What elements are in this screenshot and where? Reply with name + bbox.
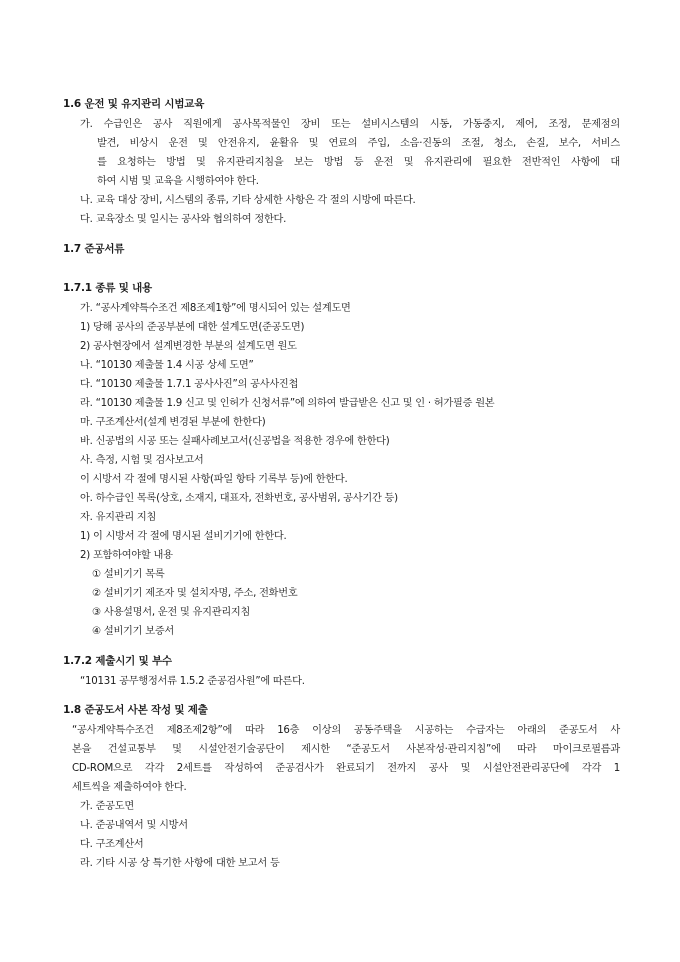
s16-ga-line-1: 가. 수급인은 공사 직원에게 공사목적물인 장비 또는 설비시스템의 시동, 가동중지, 제어, 조정, 문제점의 <box>80 119 620 130</box>
s171-ba: 바. 신공법의 시공 또는 실패사례보고서(신공법을 적용한 경우에 한한다) <box>80 436 390 447</box>
s171-na: 나. “10130 제출물 1.4 시공 상세 도면” <box>80 360 254 371</box>
s171-ja-1: 1) 이 시방서 각 절에 명시된 설비기기에 한한다. <box>80 531 287 542</box>
s171-sa-detail: 이 시방서 각 절에 명시된 사항(파일 항타 기록부 등)에 한한다. <box>80 474 348 485</box>
s18-para-line-1: “공사계약특수조건 제8조제2항”에 따라 16층 이상의 공동주택을 시공하는 수급자는 아래의 준공도서 사 <box>72 725 620 736</box>
s171-ra: 라. “10130 제출물 1.9 신고 및 인허가 신청서류”에 의하여 발급받은 신고 및 인 · 허가필증 원본 <box>80 398 495 409</box>
s171-circle-3: ③ 사용설명서, 운전 및 유지관리지침 <box>92 607 251 618</box>
s171-ja: 자. 유지관리 지침 <box>80 512 157 523</box>
s171-circle-1: ① 설비기기 목록 <box>92 569 165 580</box>
s18-para-line-3: CD-ROM으로 각각 2세트를 작성하여 준공검사가 완료되기 전까지 공사 및 시설안전관리공단에 각각 1 <box>72 763 620 774</box>
section-1-8-heading: 1.8 준공도서 사본 작성 및 제출 <box>63 704 208 716</box>
s171-circle-4: ④ 설비기기 보증서 <box>92 626 174 637</box>
s171-circle-2: ② 설비기기 제조자 및 설치자명, 주소, 전화번호 <box>92 588 298 599</box>
s171-ja-2: 2) 포함하여야할 내용 <box>80 550 173 561</box>
s16-ga-line-2: 발견, 비상시 운전 및 안전유지, 윤활유 및 연료의 주입, 소음·진동의 조절, 청소, 손질, 보수, 서비스 <box>97 138 620 149</box>
s16-ga-line-3: 를 요청하는 방법 및 유지관리지침을 보는 방법 등 운전 및 유지관리에 필요한 전반적인 사항에 대 <box>97 157 620 168</box>
section-1-7-1-heading: 1.7.1 종류 및 내용 <box>63 282 152 294</box>
s18-da: 다. 구조계산서 <box>80 839 144 850</box>
s171-ga-1: 1) 당해 공사의 준공부분에 대한 설계도면(준공도면) <box>80 322 305 333</box>
s16-na: 나. 교육 대상 장비, 시스템의 종류, 기타 상세한 사항은 각 절의 시방에 따른다. <box>80 195 416 206</box>
s18-ga: 가. 준공도면 <box>80 801 134 812</box>
s16-ga-line-4: 하여 시범 및 교육을 시행하여야 한다. <box>97 176 259 187</box>
s171-a: 아. 하수급인 목록(상호, 소재지, 대표자, 전화번호, 공사범위, 공사기간 등) <box>80 493 398 504</box>
s171-ga-2: 2) 공사현장에서 설계변경한 부분의 설계도면 원도 <box>80 341 297 352</box>
s171-da: 다. “10130 제출물 1.7.1 공사사진”의 공사사진첩 <box>80 379 299 390</box>
s18-ra: 라. 기타 시공 상 특기한 사항에 대한 보고서 등 <box>80 858 280 869</box>
section-1-6-heading: 1.6 운전 및 유지관리 시범교육 <box>63 98 205 110</box>
s18-para-line-2: 본을 건설교통부 및 시설안전기술공단이 제시한 “준공도서 사본작성·관리지침”에 따라 마이크로필름과 <box>72 744 620 755</box>
s16-da: 다. 교육장소 및 일시는 공사와 협의하여 정한다. <box>80 214 287 225</box>
s171-ga: 가. “공사계약특수조건 제8조제1항”에 명시되어 있는 설계도면 <box>80 303 351 314</box>
s172-line-1: “10131 공무행정서류 1.5.2 준공검사원”에 따른다. <box>80 676 305 687</box>
s171-sa: 사. 측정, 시험 및 검사보고서 <box>80 455 204 466</box>
section-1-7-heading: 1.7 준공서류 <box>63 243 125 255</box>
section-1-7-2-heading: 1.7.2 제출시기 및 부수 <box>63 655 172 667</box>
s171-ma: 마. 구조계산서(설계 변경된 부분에 한한다) <box>80 417 266 428</box>
s18-para-line-4: 세트씩을 제출하여야 한다. <box>72 782 187 793</box>
s18-na: 나. 준공내역서 및 시방서 <box>80 820 188 831</box>
